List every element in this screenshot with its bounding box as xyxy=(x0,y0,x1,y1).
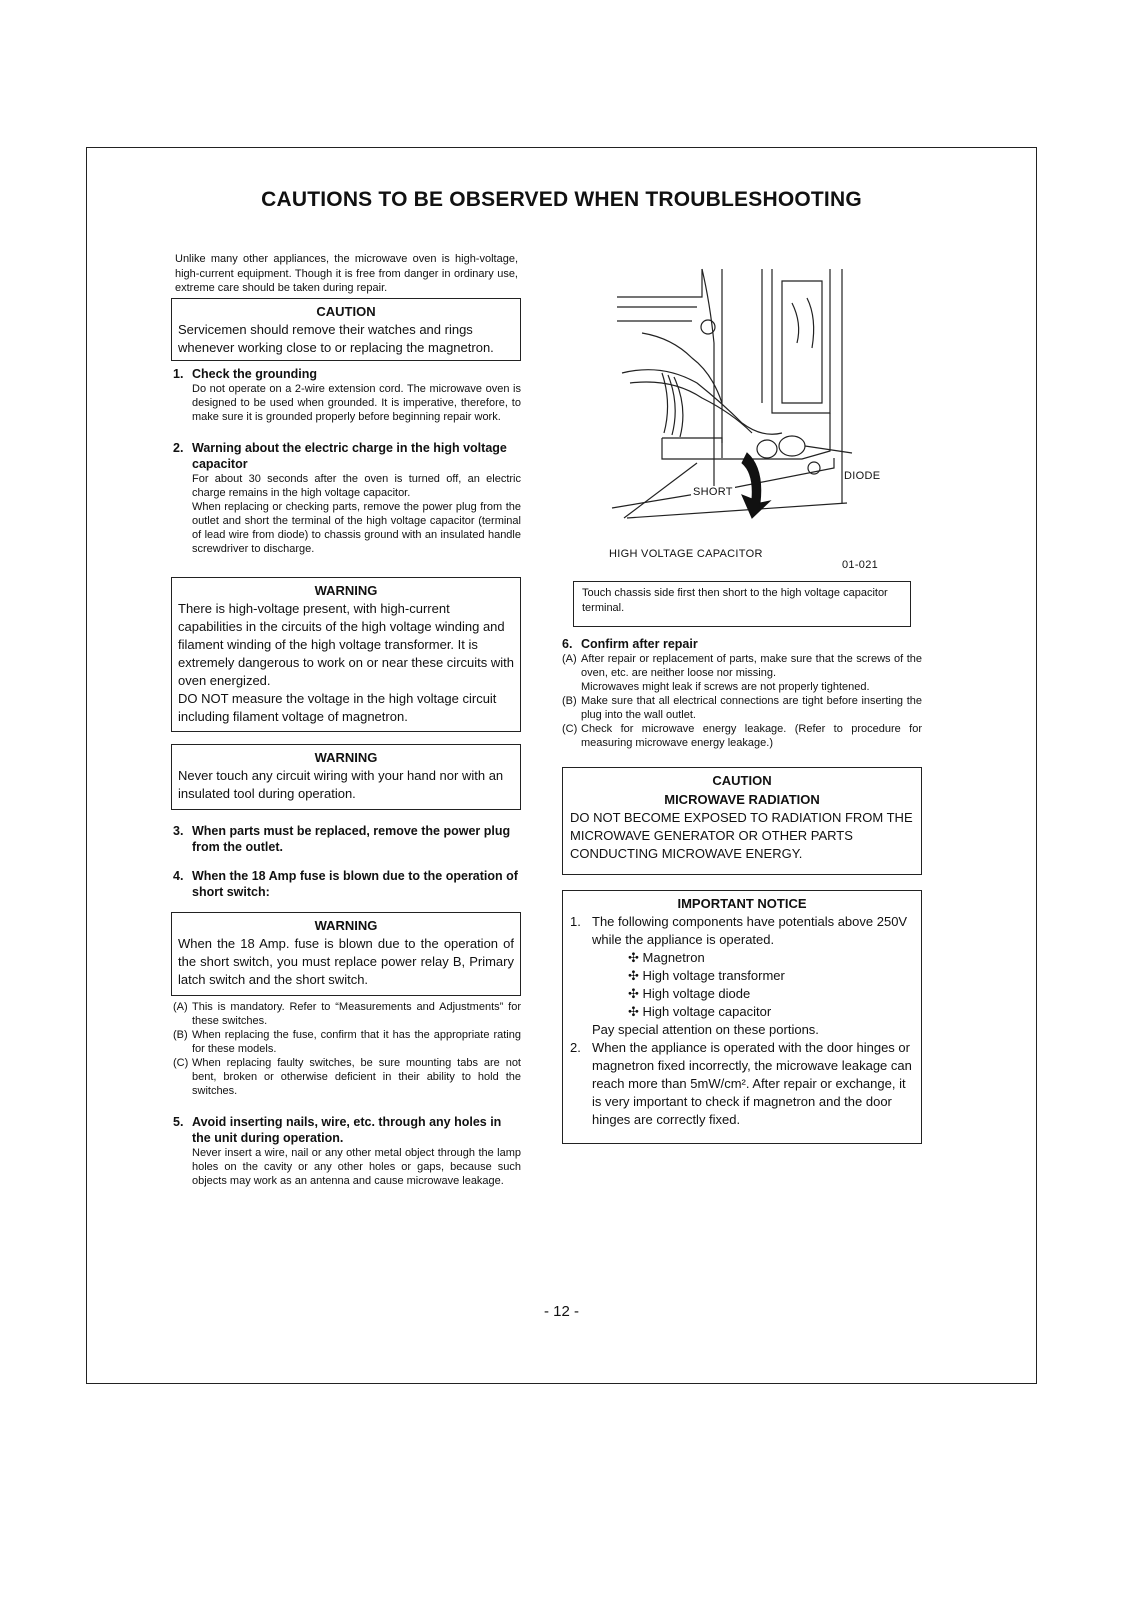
section-heading: Warning about the electric charge in the high voltage capacitor xyxy=(192,441,507,471)
warning-heading: WARNING xyxy=(314,918,378,933)
section-check-grounding xyxy=(173,366,521,424)
list-item: (C) When replacing faulty switches, be sure mounting tabs are not bent, broken or otherwise deficient in their ability to hold the switches. xyxy=(173,1057,521,1097)
warning-box-fuse xyxy=(171,912,521,996)
fuse-notes-list xyxy=(173,1000,521,1098)
section-number: 3. xyxy=(173,824,184,838)
warning-text: There is high-voltage present, with high-current capabilities in the circuits of the high voltage winding and filament winding of the high voltage transformer. It is extremely dangerous to work on or near these circuits with oven energized. DO NOT measure the voltage in the high voltage circuit including filament voltage of magnetron. xyxy=(178,601,514,724)
warning-heading: WARNING xyxy=(314,583,378,598)
component-item: ✣ Magnetron xyxy=(628,950,705,965)
section-body: Do not operate on a 2-wire extension cord. The microwave oven is designed to be used when grounded. It is imperative, therefore, to make sure it is grounded properly before beginning repair work. xyxy=(192,383,521,423)
section-avoid-inserting xyxy=(173,1114,521,1188)
figure-note-box: Touch chassis side first then short to the high voltage capacitor terminal. xyxy=(573,581,911,627)
component-item: ✣ High voltage capacitor xyxy=(628,1004,772,1019)
figure-label-short: SHORT xyxy=(693,486,733,498)
warning-box-high-voltage xyxy=(171,577,521,732)
notice-heading: IMPORTANT NOTICE xyxy=(677,896,807,911)
section-capacitor-charge xyxy=(173,440,521,556)
intro-text: Unlike many other appliances, the microwave oven is high-voltage, high-current equipment. Though it is free from danger in ordinary use, extreme care should be taken during repair. xyxy=(175,253,518,294)
warning-heading: WARNING xyxy=(314,750,378,765)
figure-code: 01-021 xyxy=(842,559,879,571)
list-item: (A) This is mandatory. Refer to “Measurements and Adjustments” for these switches. xyxy=(173,1001,521,1027)
section-body: For about 30 seconds after the oven is turned off, an electric charge remains in the high voltage capacitor. When replacing or checking parts, remove the power plug from the outlet and short the terminal of the high voltage capacitor (terminal of lead wire from diode) to chassis ground with an insulated handle screwdriver to discharge. xyxy=(192,473,521,555)
section-heading: Avoid inserting nails, wire, etc. through any holes in the unit during operation. xyxy=(192,1115,502,1145)
notice-item: 1. The following components have potentials above 250V while the appliance is operated. xyxy=(570,914,908,947)
radiation-heading: MICROWAVE RADIATION xyxy=(664,792,820,807)
section-heading: When the 18 Amp fuse is blown due to the operation of short switch: xyxy=(192,869,518,899)
page-title: CAUTIONS TO BE OBSERVED WHEN TROUBLESHOOTING xyxy=(261,188,862,211)
section-confirm-after-repair xyxy=(562,636,922,750)
caution-text: Servicemen should remove their watches and rings whenever working close to or replacing the magnetron. xyxy=(178,322,494,355)
capacitor-discharge-diagram xyxy=(602,263,902,538)
section-heading: Check the grounding xyxy=(192,367,317,381)
caution-box xyxy=(171,298,521,361)
bullet-icon: ✣ xyxy=(628,968,639,983)
caution-heading: CAUTION xyxy=(316,304,376,319)
section-remove-plug xyxy=(173,823,521,855)
warning-text: Never touch any circuit wiring with your hand nor with an insulated tool during operation. xyxy=(178,768,504,801)
figure-label-diode: DIODE xyxy=(844,470,881,482)
notice-footer: Pay special attention on these portions. xyxy=(592,1022,819,1037)
section-number: 1. xyxy=(173,367,184,381)
warning-text: When the 18 Amp. fuse is blown due to the operation of the short switch, you must replace power relay B, Primary latch switch and the short switch. xyxy=(178,936,514,987)
notice-item: 2. When the appliance is operated with the door hinges or magnetron fixed incorrectly, the microwave leakage can reach more than 5mW/cm². After repair or exchange, it is very important to check if magnetron and the door hinges are correctly fixed. xyxy=(570,1040,912,1127)
caution-heading: CAUTION xyxy=(712,773,772,788)
list-item: (A) After repair or replacement of parts, make sure that the screws of the oven, etc. are neither loose nor missing. Microwaves might leak if screws are not properly tightened. xyxy=(562,653,922,693)
figure-label-capacitor: HIGH VOLTAGE CAPACITOR xyxy=(609,548,763,560)
bullet-icon: ✣ xyxy=(628,1004,639,1019)
caution-text: DO NOT BECOME EXPOSED TO RADIATION FROM THE MICROWAVE GENERATOR OR OTHER PARTS CONDUCTING MICROWAVE ENERGY. xyxy=(570,810,913,861)
component-item: ✣ High voltage diode xyxy=(628,986,751,1001)
caution-radiation-box xyxy=(562,767,922,875)
page-frame xyxy=(86,147,1037,1384)
list-item: (B) Make sure that all electrical connections are tight before inserting the plug into the wall outlet. xyxy=(562,695,922,721)
section-number: 6. xyxy=(562,637,573,651)
section-body: Never insert a wire, nail or any other metal object through the lamp holes on the cavity or any other holes or gaps, because such objects may work as an antenna and cause microwave leakage. xyxy=(192,1147,521,1187)
list-item: (C) Check for microwave energy leakage. (Refer to procedure for measuring microwave energy leakage.) xyxy=(562,723,922,749)
bullet-icon: ✣ xyxy=(628,950,639,965)
page-number: - 12 - xyxy=(543,1303,579,1320)
section-number: 5. xyxy=(173,1115,184,1129)
list-item: (B) When replacing the fuse, confirm that it has the appropriate rating for these models. xyxy=(173,1029,521,1055)
section-heading: Confirm after repair xyxy=(581,637,698,651)
section-heading: When parts must be replaced, remove the power plug from the outlet. xyxy=(192,824,511,854)
component-item: ✣ High voltage transformer xyxy=(628,968,785,983)
section-fuse-blown xyxy=(173,868,521,900)
important-notice-box xyxy=(562,890,922,1144)
warning-box-circuit-wiring xyxy=(171,744,521,810)
section-number: 4. xyxy=(173,869,184,883)
bullet-icon: ✣ xyxy=(628,986,639,1001)
section-number: 2. xyxy=(173,441,184,455)
